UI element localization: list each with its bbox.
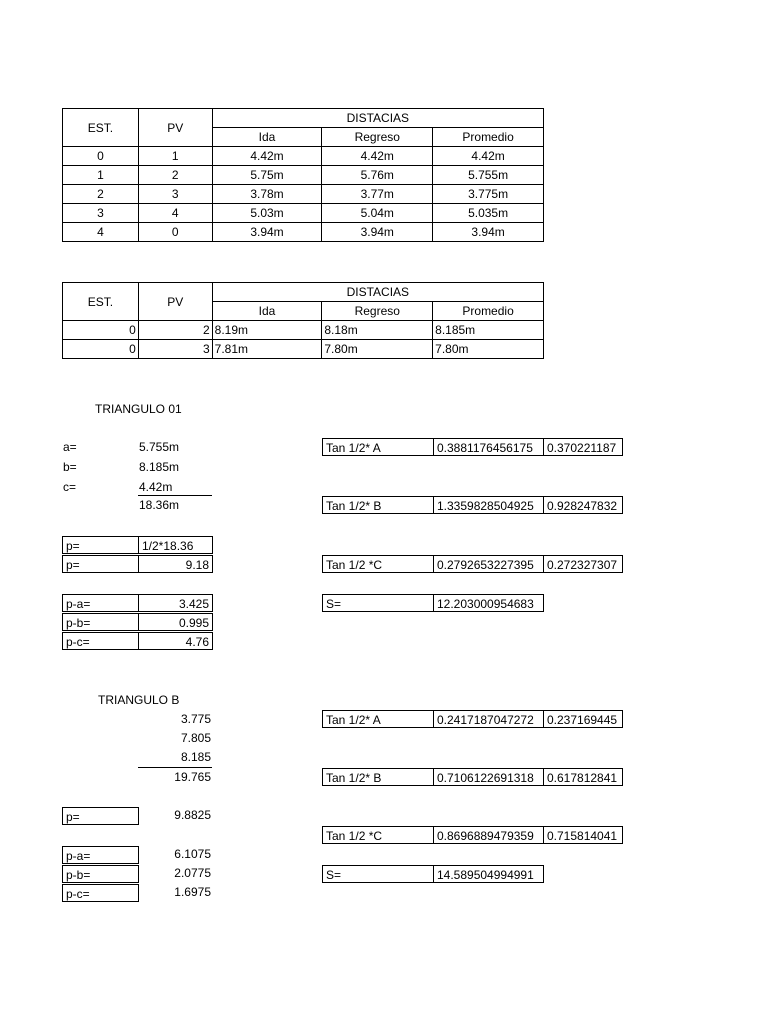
tan-c-value-2: 0.715814041	[543, 826, 623, 844]
tan-b-value-2: 0.617812841	[543, 768, 623, 786]
table-row	[63, 147, 544, 166]
cell-ida: 8.19m	[212, 321, 322, 340]
tan-a-label: Tan 1/2* A	[322, 438, 434, 456]
cell-ida: 5.03m	[212, 204, 322, 223]
p-minus-c-label: p-c=	[62, 884, 139, 902]
cell-est: 2	[63, 185, 139, 204]
header-ida: Ida	[212, 128, 322, 147]
tan-b-value: 0.7106122691318	[433, 768, 544, 786]
p-minus-a-value: 3.425	[138, 594, 213, 612]
side-b-value: 8.185m	[139, 460, 180, 474]
header-distancias: DISTACIAS	[212, 109, 543, 128]
tan-a-value-2: 0.237169445	[543, 710, 623, 728]
header-est: EST.	[63, 283, 139, 321]
tan-a-value: 0.2417187047272	[433, 710, 544, 728]
p-label: p=	[62, 807, 139, 825]
p-minus-a-label: p-a=	[62, 846, 139, 864]
p-minus-a-label: p-a=	[62, 594, 139, 612]
area-value: 12.203000954683	[433, 594, 544, 612]
table-row	[63, 223, 544, 242]
header-ida: Ida	[212, 302, 322, 321]
header-promedio: Promedio	[433, 302, 544, 321]
tan-c-value-2: 0.272327307	[543, 555, 623, 573]
p-minus-b-value: 0.995	[138, 613, 213, 631]
side-1-value: 3.775	[180, 712, 211, 726]
tan-c-value: 0.2792653227395	[433, 555, 544, 573]
side-b-label: b=	[63, 460, 77, 474]
triangle-b-title: TRIANGULO B	[98, 693, 180, 707]
cell-regreso: 3.94m	[322, 223, 433, 242]
tan-a-value-2: 0.370221187	[543, 438, 623, 456]
cell-ida: 3.94m	[212, 223, 322, 242]
p-formula-label: p=	[62, 536, 139, 554]
p-formula-value: 1/2*18.36	[138, 536, 213, 554]
cell-promedio: 4.42m	[433, 147, 544, 166]
side-2-value: 7.805	[180, 731, 211, 745]
cell-est: 0	[63, 321, 139, 340]
cell-est: 3	[63, 204, 139, 223]
p-value: 9.18	[138, 555, 213, 573]
header-pv: PV	[138, 283, 212, 321]
header-promedio: Promedio	[433, 128, 544, 147]
cell-promedio: 8.185m	[433, 321, 544, 340]
cell-promedio: 7.80m	[433, 340, 544, 359]
tan-b-value: 1.3359828504925	[433, 496, 544, 514]
tan-c-label: Tan 1/2 *C	[322, 826, 434, 844]
tan-c-label: Tan 1/2 *C	[322, 555, 434, 573]
tan-b-label: Tan 1/2* B	[322, 768, 434, 786]
tan-c-value: 0.8696889479359	[433, 826, 544, 844]
cell-promedio: 5.035m	[433, 204, 544, 223]
side-a-value: 5.755m	[139, 440, 180, 454]
side-c-label: c=	[63, 480, 77, 494]
cell-regreso: 4.42m	[322, 147, 433, 166]
tan-a-label: Tan 1/2* A	[322, 710, 434, 728]
cell-ida: 5.75m	[212, 166, 322, 185]
cell-promedio: 3.94m	[433, 223, 544, 242]
cell-regreso: 5.04m	[322, 204, 433, 223]
cell-pv: 0	[138, 223, 212, 242]
cell-regreso: 5.76m	[322, 166, 433, 185]
side-3-value: 8.185	[180, 750, 211, 764]
p-minus-c-value: 4.76	[138, 632, 213, 650]
cell-pv: 4	[138, 204, 212, 223]
cell-promedio: 3.775m	[433, 185, 544, 204]
cell-regreso: 8.18m	[322, 321, 433, 340]
header-est: EST.	[63, 109, 139, 147]
distances-table-1	[62, 108, 544, 242]
table-row	[63, 166, 544, 185]
side-a-label: a=	[63, 440, 77, 454]
p-minus-b-label: p-b=	[62, 613, 139, 631]
p-minus-b-label: p-b=	[62, 865, 139, 883]
cell-promedio: 5.755m	[433, 166, 544, 185]
table-row	[63, 185, 544, 204]
p-value: 9.8825	[174, 808, 211, 822]
p-minus-c-value: 1.6975	[174, 885, 211, 899]
cell-est: 0	[63, 147, 139, 166]
table-row	[63, 321, 544, 340]
cell-est: 1	[63, 166, 139, 185]
header-regreso: Regreso	[322, 302, 433, 321]
header-distancias: DISTACIAS	[212, 283, 543, 302]
cell-ida: 4.42m	[212, 147, 322, 166]
cell-est: 4	[63, 223, 139, 242]
distances-table-2	[62, 282, 544, 359]
tan-b-label: Tan 1/2* B	[322, 496, 434, 514]
cell-pv: 2	[138, 166, 212, 185]
header-pv: PV	[138, 109, 212, 147]
header-regreso: Regreso	[322, 128, 433, 147]
p-label: p=	[62, 555, 139, 573]
area-label: S=	[322, 865, 434, 883]
cell-regreso: 3.77m	[322, 185, 433, 204]
tan-b-value-2: 0.928247832	[543, 496, 623, 514]
p-minus-a-value: 6.1075	[174, 847, 211, 861]
cell-regreso: 7.80m	[322, 340, 433, 359]
cell-ida: 3.78m	[212, 185, 322, 204]
area-label: S=	[322, 594, 434, 612]
cell-pv: 3	[138, 185, 212, 204]
cell-pv: 3	[138, 340, 212, 359]
cell-est: 0	[63, 340, 139, 359]
table-row	[63, 340, 544, 359]
tan-a-value: 0.3881176456175	[433, 438, 544, 456]
side-c-value: 4.42m	[139, 480, 173, 494]
sides-sum: 19.765	[174, 770, 211, 784]
cell-pv: 2	[138, 321, 212, 340]
cell-ida: 7.81m	[212, 340, 322, 359]
area-value: 14.589504994991	[433, 865, 544, 883]
table-row	[63, 204, 544, 223]
triangle-1-title: TRIANGULO 01	[95, 402, 182, 416]
p-minus-b-value: 2.0775	[174, 866, 211, 880]
p-minus-c-label: p-c=	[62, 632, 139, 650]
cell-pv: 1	[138, 147, 212, 166]
sides-sum: 18.36m	[139, 498, 180, 512]
